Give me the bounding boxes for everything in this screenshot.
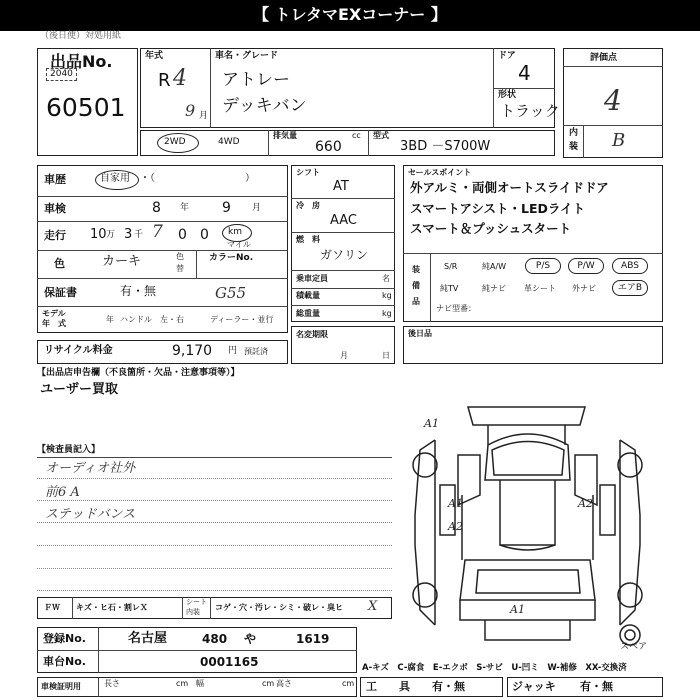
year-era: R	[158, 70, 171, 91]
equip-navi-model: ナビ型番：	[436, 304, 476, 313]
chassis-label: 車台No.	[43, 655, 86, 668]
shift-value: AT	[333, 179, 349, 194]
later-label: 後日品	[408, 329, 432, 338]
inspector-line-1: オーディオ社外	[45, 461, 135, 476]
cert-label: 車検証明用	[41, 682, 81, 691]
equip-airbag: エアB	[612, 280, 648, 296]
equip-label-3: 品	[412, 297, 420, 306]
tools-label: 工 具	[366, 680, 410, 693]
name-change-day: 日	[382, 351, 390, 360]
capacity-unit: 名	[382, 274, 390, 283]
equip-ps: P/S	[525, 258, 561, 274]
capacity-label: 乗車定員	[296, 274, 328, 283]
top-note: （後日便）対処用紙	[40, 31, 122, 41]
diagram-mark-3: A2	[578, 497, 593, 510]
equip-leather: 革シート	[524, 284, 556, 293]
model-year-label-2: 年 式	[42, 319, 66, 328]
chassis-value: 0001165	[200, 655, 259, 669]
warranty-label: 保証書	[44, 286, 77, 299]
color-fuku-1: 色	[176, 252, 184, 261]
equip-aw: 純A/W	[482, 262, 507, 271]
fuel-value: ガソリン	[320, 248, 369, 262]
displacement-label: 排気量	[273, 131, 297, 140]
mileage-unit: km	[228, 227, 242, 237]
recycle-label: リサイクル料金	[44, 345, 113, 356]
model-year-label-1: モデル	[42, 309, 66, 318]
mileage-zero-2: 0	[200, 227, 209, 243]
mileage-label: 走行	[44, 229, 66, 242]
cert-length-unit: cm	[176, 679, 189, 688]
fw-seat-1: シート	[186, 598, 207, 606]
doors-label: ドア	[498, 51, 516, 61]
sales-label: セールスポイント	[408, 168, 472, 177]
registration-label: 登録No.	[43, 632, 86, 645]
car-label: 車名・グレード	[215, 51, 279, 61]
drive-4wd: 4WD	[218, 137, 240, 147]
aircon-label: 冷 房	[296, 201, 320, 210]
jack-label: ジャッキ	[512, 680, 556, 693]
header-title: 【 トレタマEXコーナー 】	[253, 5, 447, 24]
registration-number: 1619	[296, 632, 330, 646]
cert-width-unit: cm	[262, 679, 275, 688]
fw-label: ＦＷ	[44, 603, 60, 612]
interior-label-1: 内	[569, 128, 579, 138]
color-value: カーキ	[102, 254, 142, 269]
registration-place: 名古屋	[128, 631, 168, 646]
color-label: 色	[54, 257, 65, 270]
mileage-sen-unit: 千	[134, 230, 144, 240]
inspector-line-3: ステッドバンス	[45, 507, 136, 522]
weight-label: 総重量	[296, 309, 320, 318]
sales-line-3: スマート＆プッシュスタート	[410, 221, 572, 236]
equip-pw: P/W	[568, 258, 604, 274]
cert-width: 幅	[196, 679, 204, 688]
diagram-mark-1: A1	[424, 417, 439, 430]
month-value: 9	[185, 101, 196, 120]
fw-interior: コゲ・穴・汚レ・シミ・破レ・臭ヒ	[215, 603, 343, 612]
dealer-value: ディーラー・並行	[210, 315, 274, 324]
diagram-mark-2: A1	[448, 497, 463, 510]
inspector-label: 【検査員記入】	[37, 445, 101, 455]
dealer-notes-label: 【出品店申告欄（不良箇所・欠品・注意事項等）】	[37, 368, 240, 378]
drive-2wd: 2WD	[164, 137, 186, 147]
inspection-year-unit: 年	[180, 203, 190, 213]
lot-number: 60501	[46, 93, 126, 122]
lot-tag: 2040	[46, 68, 77, 81]
drive-box	[140, 130, 555, 156]
recycle-note: 預託済	[244, 347, 268, 356]
diagram-mark-5: A1	[510, 603, 525, 616]
lot-label: 出品No.	[50, 52, 113, 71]
inspection-month: 9	[222, 200, 231, 216]
recycle-value: 9,170	[172, 343, 213, 359]
later-box	[403, 326, 663, 364]
shift-label: シフト	[296, 168, 320, 177]
aircon-value: AAC	[330, 213, 357, 228]
inspection-month-unit: 月	[252, 203, 262, 213]
fuel-label: 燃 料	[296, 235, 320, 244]
mileage-sen: 3	[124, 227, 133, 242]
weight-unit: kg	[382, 309, 392, 318]
car-damage-diagram	[400, 395, 665, 655]
spare-label: スペア	[620, 642, 648, 652]
model-value: 3BD －S700W	[400, 139, 491, 154]
mileage-man: 10	[90, 227, 107, 242]
name-change-month: 月	[340, 351, 348, 360]
year-value: 4	[173, 66, 187, 91]
sales-line-1: 外アルミ・両側オートスライドドア	[410, 180, 609, 195]
color-fuku-2: 替	[176, 264, 184, 273]
color-no-value: G55	[215, 284, 247, 302]
color-no-label: カラーNo.	[209, 253, 254, 263]
info-table	[37, 165, 288, 333]
inspection-year: 8	[152, 200, 161, 216]
recycle-unit: 円	[228, 346, 238, 356]
history-label: 車歴	[44, 173, 66, 186]
cert-length: 長さ	[104, 679, 120, 688]
car-grade: デッキバン	[222, 96, 307, 116]
fw-exterior: キズ・ヒ石・割レＸ	[76, 603, 148, 612]
model-label: 型式	[373, 131, 389, 140]
inspection-label: 車検	[44, 202, 66, 215]
dealer-notes-text: ユーザー買取	[40, 382, 119, 397]
car-name: アトレー	[222, 70, 290, 90]
load-label: 積載量	[296, 291, 320, 300]
jack-value: 有・無	[580, 680, 613, 693]
equip-ext-navi: 外ナビ	[572, 284, 596, 293]
doors-value: 4	[518, 61, 531, 85]
name-change-label: 名変期限	[296, 330, 328, 339]
displacement-value: 660	[315, 139, 342, 155]
mileage-unit-2: マイル	[227, 240, 251, 249]
damage-legend: A-キズ C-腐食 E-エクボ S-サビ U-凹ミ W-補修 XX-交換済	[362, 663, 627, 673]
interior-value: B	[612, 130, 626, 151]
load-unit: kg	[382, 291, 392, 300]
sales-line-2: スマートアシスト・LEDライト	[410, 201, 586, 216]
equip-label-2: 備	[412, 281, 420, 290]
tools-value: 有・無	[432, 680, 465, 693]
month-unit: 月	[199, 111, 209, 121]
shape-label: 形状	[498, 90, 517, 100]
interior-label-2: 装	[569, 142, 579, 152]
mileage-zero-1: 0	[178, 227, 187, 243]
displacement-unit: cc	[352, 131, 361, 140]
shape-value: トラック	[500, 102, 560, 120]
history-value: 自家用	[100, 173, 130, 184]
model-year-unit: 年	[106, 315, 114, 324]
inspector-line-2: 前6 A	[45, 485, 80, 500]
registration-class: 480	[202, 632, 228, 646]
fw-mark: X	[368, 599, 378, 614]
equip-tv: 純TV	[440, 284, 459, 293]
year-label: 年式	[145, 51, 164, 61]
diagram-mark-4: A2	[448, 520, 463, 533]
equip-sr: S/R	[444, 262, 458, 271]
warranty-value: 有・無	[120, 284, 157, 298]
history-rest: ・（ ）	[140, 173, 255, 184]
rating-value: 4	[604, 84, 622, 117]
equip-navi: 純ナビ	[482, 284, 506, 293]
rating-label: 評価点	[590, 53, 618, 63]
registration-kana: や	[244, 632, 257, 646]
equip-abs: ABS	[612, 258, 648, 274]
cert-height: 高さ	[276, 679, 292, 688]
mileage-hyaku: 7	[152, 222, 163, 242]
fw-seat-2: 内装	[186, 608, 200, 616]
mileage-man-unit: 万	[106, 230, 116, 240]
handle-value: ハンドル 左・右	[120, 315, 184, 324]
equip-label-1: 装	[412, 265, 420, 274]
cert-height-unit: cm	[342, 679, 355, 688]
